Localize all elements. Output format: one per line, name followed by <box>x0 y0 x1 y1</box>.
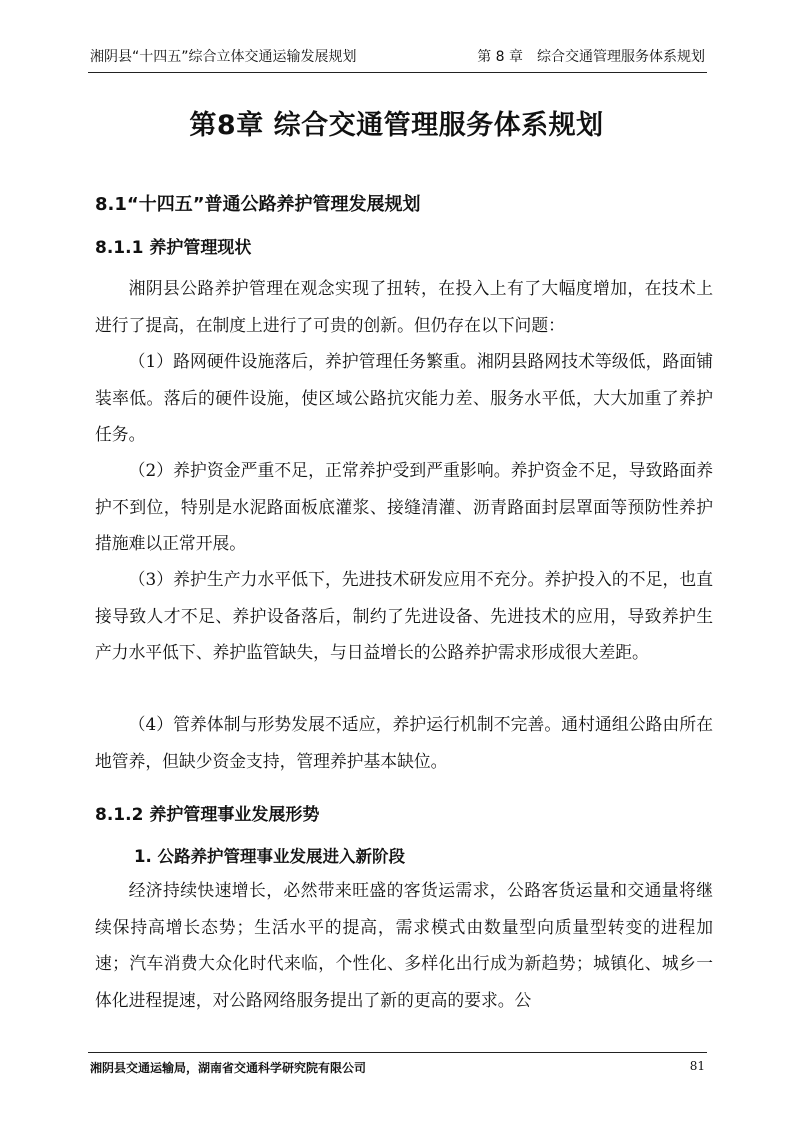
header-document-title: 湘阴县“十四五”综合立体交通运输发展规划 <box>90 49 357 65</box>
paragraph-issue-3: （3）养护生产力水平低下，先进技术研发应用不充分。养护投入的不足，也直接导致人才不足、养护设备落后，制约了先进设备、先进技术的应用，导致养护生产力水平低下、养护监管缺失，与日益增长的公路养护需求形成很大差距。 <box>95 569 713 662</box>
item-heading: 1. 公路养护管理事业发展进入新阶段 <box>134 847 405 866</box>
paragraph-issue-2: （2）养护资金严重不足，正常养护受到严重影响。养护资金不足，导致路面养护不到位，特别是水泥路面板底灌浆、接缝清灌、沥青路面封层罩面等预防性养护措施难以正常开展。 <box>95 460 713 553</box>
section-heading: 8.1“十四五”普通公路养护管理发展规划 <box>95 194 421 215</box>
subsection-heading-status: 8.1.1 养护管理现状 <box>95 238 252 258</box>
page-footer <box>88 1052 707 1077</box>
subsection-heading-trend: 8.1.2 养护管理事业发展形势 <box>95 805 320 825</box>
paragraph-trend: 经济持续快速增长，必然带来旺盛的客货运需求，公路客货运量和交通量将继续保持高增长态势；生活水平的提高，需求模式由数量型向质量型转变的进程加速；汽车消费大众化时代来临，个性化、多样化出行成为新趋势；城镇化、城乡一体化进程提速，对公路网络服务提出了新的更高的要求。公 <box>95 880 713 1010</box>
page-number: 81 <box>689 1059 705 1073</box>
paragraph-issue-1: （1）路网硬件设施落后，养护管理任务繁重。湘阴县路网技术等级低，路面铺装率低。落后的硬件设施，使区域公路抗灾能力差、服务水平低，大大加重了养护任务。 <box>95 351 713 444</box>
paragraph-issue-4: （4）管养体制与形势发展不适应，养护运行机制不完善。通村通组公路由所在地管养，但缺少资金支持，管理养护基本缺位。 <box>95 714 713 771</box>
chapter-title: 第8章 综合交通管理服务体系规划 <box>189 110 604 141</box>
header-chapter-title: 第 8 章 综合交通管理服务体系规划 <box>477 49 705 65</box>
page-header <box>88 42 707 73</box>
paragraph-intro: 湘阴县公路养护管理在观念实现了扭转，在投入上有了大幅度增加，在技术上进行了提高，在制度上进行了可贵的创新。但仍存在以下问题： <box>95 278 713 335</box>
footer-organizations: 湘阴县交通运输局，湖南省交通科学研究院有限公司 <box>90 1061 367 1075</box>
